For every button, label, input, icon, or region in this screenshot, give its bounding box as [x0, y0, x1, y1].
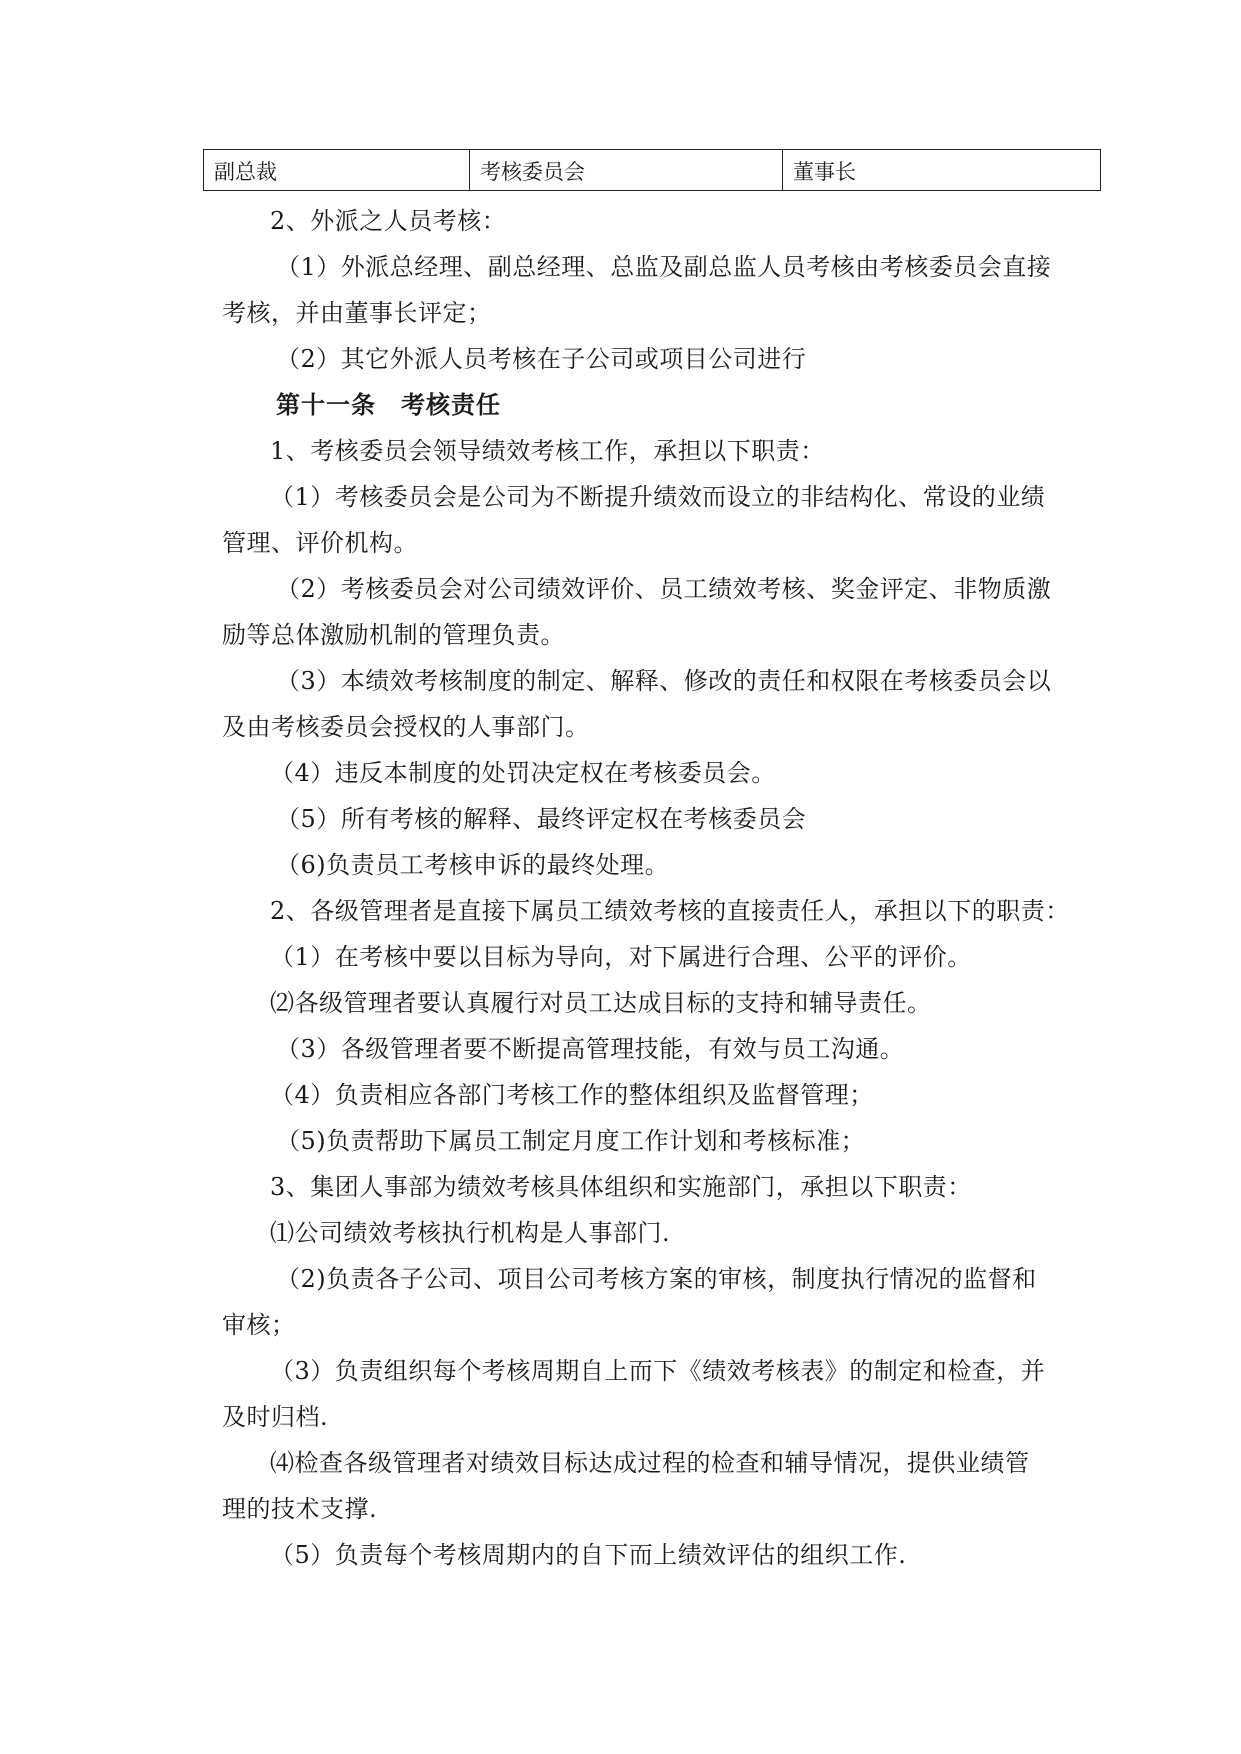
table-cell-approver: 董事长	[783, 150, 1101, 191]
paragraph-line: （5）所有考核的解释、最终评定权在考核委员会	[276, 805, 807, 833]
section-heading-committee: 1、考核委员会领导绩效考核工作，承担以下职责：	[270, 437, 825, 465]
paragraph-line: （2）其它外派人员考核在子公司或项目公司进行	[276, 345, 807, 373]
table-cell-position: 副总裁	[204, 150, 470, 191]
paragraph-line: 审核；	[222, 1311, 296, 1339]
approval-table	[203, 149, 1101, 191]
paragraph-line: 及由考核委员会授权的人事部门。	[222, 713, 590, 741]
paragraph-line: （2)负责各子公司、项目公司考核方案的审核，制度执行情况的监督和	[276, 1265, 1037, 1293]
paragraph-line: ⑷检查各级管理者对绩效目标达成过程的检查和辅导情况，提供业绩管	[270, 1449, 1030, 1477]
paragraph-line: （1）考核委员会是公司为不断提升绩效而设立的非结构化、常设的业绩	[270, 483, 1046, 511]
paragraph-line: 考核，并由董事长评定；	[222, 299, 492, 327]
paragraph-line: 管理、评价机构。	[222, 529, 418, 557]
paragraph-line: （4）负责相应各部门考核工作的整体组织及监督管理；	[270, 1081, 874, 1109]
paragraph-line: ⑵各级管理者要认真履行对员工达成目标的支持和辅导责任。	[270, 989, 932, 1017]
paragraph-line: （5)负责帮助下属员工制定月度工作计划和考核标准；	[276, 1127, 866, 1155]
paragraph-line: 理的技术支撑.	[222, 1495, 378, 1523]
section-heading-hr: 3、集团人事部为绩效考核具体组织和实施部门，承担以下职责：	[270, 1173, 972, 1201]
section-heading-expat: 2、外派之人员考核：	[270, 207, 507, 235]
paragraph-line: （5）负责每个考核周期内的自下而上绩效评估的组织工作.	[270, 1541, 907, 1569]
table-row	[204, 150, 1101, 191]
paragraph-line: ⑴公司绩效考核执行机构是人事部门.	[270, 1219, 671, 1247]
paragraph-line: （4）违反本制度的处罚决定权在考核委员会。	[270, 759, 776, 787]
paragraph-line: （1）在考核中要以目标为导向，对下属进行合理、公平的评价。	[270, 943, 972, 971]
paragraph-line: （6)负责员工考核申诉的最终处理。	[276, 851, 670, 879]
paragraph-line: 及时归档.	[222, 1403, 329, 1431]
table-cell-assessor: 考核委员会	[470, 150, 783, 191]
paragraph-line: （3）负责组织每个考核周期自上而下《绩效考核表》的制定和检查，并	[270, 1357, 1046, 1385]
paragraph-line: （3）各级管理者要不断提高管理技能，有效与员工沟通。	[276, 1035, 905, 1063]
paragraph-line: （3）本绩效考核制度的制定、解释、修改的责任和权限在考核委员会以	[276, 667, 1052, 695]
section-heading-managers: 2、各级管理者是直接下属员工绩效考核的直接责任人，承担以下的职责：	[270, 897, 1070, 925]
paragraph-line: （2）考核委员会对公司绩效评价、员工绩效考核、奖金评定、非物质激	[276, 575, 1052, 603]
paragraph-line: （1）外派总经理、副总经理、总监及副总监人员考核由考核委员会直接	[276, 253, 1052, 281]
paragraph-line: 励等总体激励机制的管理负责。	[222, 621, 565, 649]
article-heading: 第十一条 考核责任	[276, 390, 501, 419]
